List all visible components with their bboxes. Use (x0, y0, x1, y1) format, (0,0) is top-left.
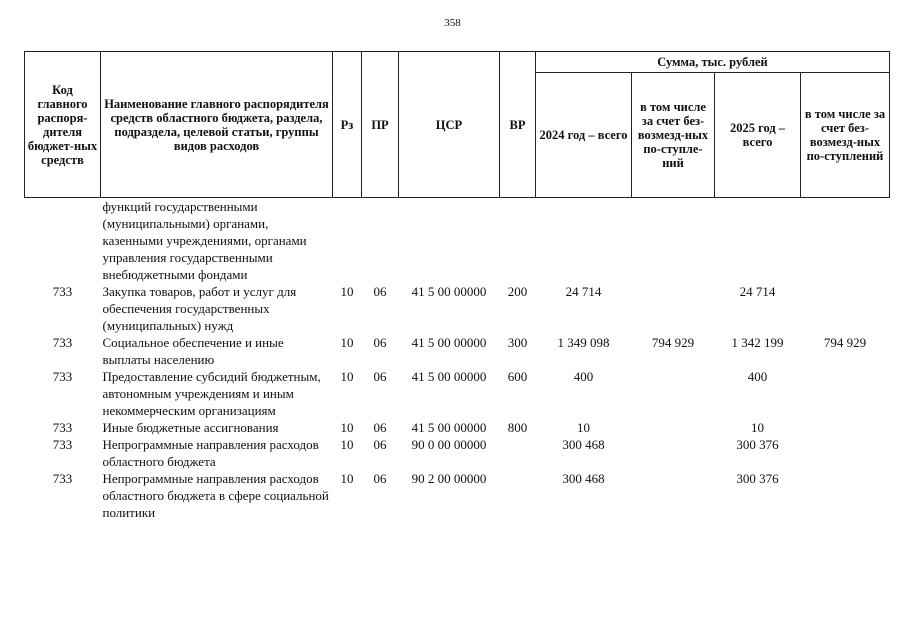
cell-2025-free (801, 283, 890, 334)
budget-table (24, 51, 890, 521)
table-row (25, 470, 890, 521)
cell-2025-free (801, 198, 890, 284)
cell-rz: 10 (340, 471, 354, 486)
cell-csr: 41 5 00 00000 (411, 335, 487, 350)
header-sum: Сумма, тыс. рублей (536, 52, 890, 73)
cell-name: функций государственными (муниципальными) органами, казенными учреждениями, органами управления государственными внебюджетными фондами (102, 199, 307, 282)
cell-csr: 90 0 00 00000 (411, 437, 487, 452)
cell-pr: 06 (373, 420, 387, 435)
cell-vr (500, 470, 536, 521)
cell-vr: 800 (507, 420, 528, 435)
cell-code: 733 (52, 284, 73, 299)
cell-2024-free (632, 470, 715, 521)
cell-csr: 41 5 00 00000 (411, 369, 487, 384)
cell-2025-total: 300 376 (736, 471, 779, 486)
cell-2024-total: 1 349 098 (557, 335, 610, 350)
table-body (25, 198, 890, 522)
cell-2025-total: 300 376 (736, 437, 779, 452)
header-name: Наименование главного распорядителя средств областного бюджета, раздела, подраздела, целевой статьи, группы видов расходов (101, 52, 333, 198)
cell-csr: 41 5 00 00000 (411, 284, 487, 299)
cell-2024-total: 400 (573, 369, 594, 384)
cell-code: 733 (52, 369, 73, 384)
cell-2024-total (536, 198, 632, 284)
cell-2025-free: 794 929 (823, 335, 867, 350)
header-code: Код главного распоря-дителя бюджет-ных средств (25, 52, 101, 198)
cell-2024-total: 300 468 (562, 437, 605, 452)
cell-rz: 10 (340, 284, 354, 299)
cell-2024-free (632, 419, 715, 436)
page-number: 358 (444, 17, 461, 29)
cell-rz: 10 (340, 335, 354, 350)
header-pr: ПР (362, 52, 399, 198)
header-2025-total: 2025 год – всего (715, 73, 801, 198)
cell-2024-total: 300 468 (562, 471, 605, 486)
cell-2025-free (801, 419, 890, 436)
cell-2025-free (801, 368, 890, 419)
cell-2024-free (632, 368, 715, 419)
cell-rz: 10 (340, 420, 354, 435)
cell-pr: 06 (373, 335, 387, 350)
cell-pr (362, 198, 399, 284)
cell-2025-total: 1 342 199 (731, 335, 784, 350)
table-row (25, 283, 890, 334)
table-row (25, 436, 890, 470)
cell-csr (399, 198, 500, 284)
header-vr: ВР (500, 52, 536, 198)
cell-name: Иные бюджетные ассигнования (102, 420, 279, 435)
cell-2025-total (715, 198, 801, 284)
table-row (25, 368, 890, 419)
cell-csr: 90 2 00 00000 (411, 471, 487, 486)
cell-2024-free (632, 436, 715, 470)
table-row (25, 334, 890, 368)
cell-2025-total: 10 (751, 420, 764, 435)
cell-name: Непрограммные направления расходов областного бюджета в сфере социальной политики (102, 471, 329, 520)
cell-2024-free (632, 283, 715, 334)
cell-csr: 41 5 00 00000 (411, 420, 487, 435)
cell-code (25, 198, 101, 284)
cell-name: Закупка товаров, работ и услуг для обеспечения государственных (муниципальных) нужд (102, 284, 297, 333)
cell-vr (500, 198, 536, 284)
table-row (25, 198, 890, 284)
cell-code: 733 (52, 437, 73, 452)
cell-2025-free (801, 436, 890, 470)
cell-name: Социальное обеспечение и иные выплаты населению (102, 335, 284, 367)
header-2024-free: в том числе за счет без-возмезд-ных по-ступле-ний (632, 73, 715, 198)
cell-rz (333, 198, 362, 284)
cell-2025-total: 24 714 (739, 284, 776, 299)
cell-vr: 300 (507, 335, 528, 350)
header-2024-total: 2024 год – всего (536, 73, 632, 198)
cell-rz: 10 (340, 437, 354, 452)
table-row (25, 419, 890, 436)
cell-code: 733 (52, 420, 73, 435)
cell-2025-free (801, 470, 890, 521)
cell-rz: 10 (340, 369, 354, 384)
cell-2025-total: 400 (747, 369, 768, 384)
header-csr: ЦСР (399, 52, 500, 198)
header-2025-free: в том числе за счет без-возмезд-ных по-ступлений (801, 73, 890, 198)
cell-pr: 06 (373, 284, 387, 299)
cell-2024-total: 24 714 (565, 284, 602, 299)
cell-pr: 06 (373, 471, 387, 486)
cell-2024-total: 10 (577, 420, 590, 435)
cell-name: Непрограммные направления расходов областного бюджета (102, 437, 319, 469)
cell-2024-free: 794 929 (651, 335, 695, 350)
cell-code: 733 (52, 335, 73, 350)
cell-pr: 06 (373, 437, 387, 452)
cell-code: 733 (52, 471, 73, 486)
header-rz: Рз (333, 52, 362, 198)
table-header (25, 52, 890, 198)
cell-vr: 600 (507, 369, 528, 384)
cell-vr (500, 436, 536, 470)
cell-name: Предоставление субсидий бюджетным, автономным учреждениям и иным некоммерческим организациям (102, 369, 321, 418)
cell-2024-free (632, 198, 715, 284)
cell-vr: 200 (507, 284, 528, 299)
cell-pr: 06 (373, 369, 387, 384)
